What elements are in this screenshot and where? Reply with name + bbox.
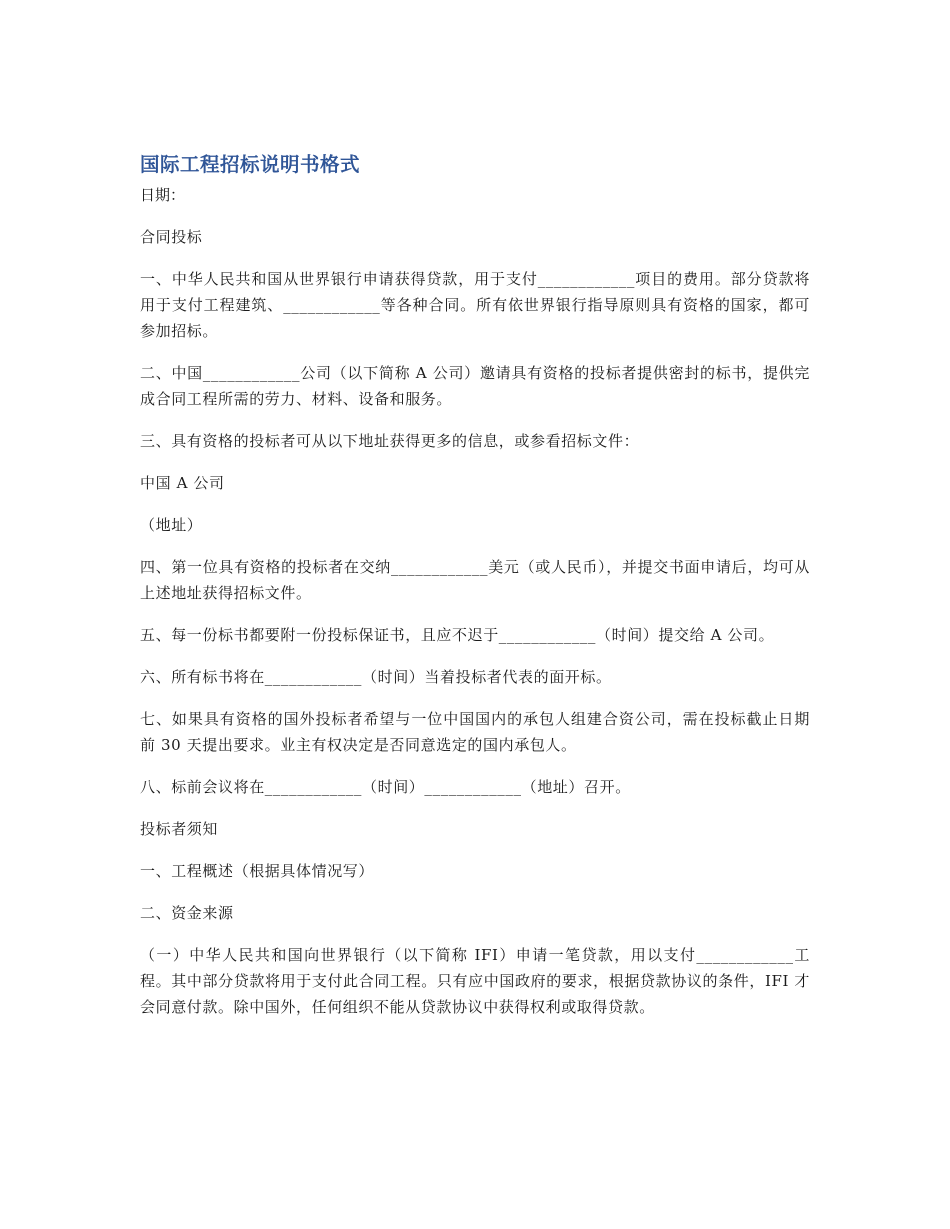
notice-item-1: 一、工程概述（根据具体情况写） [140,862,375,880]
paragraph-item-2: 二、中国____________公司（以下简称 A 公司）邀请具有资格的投标者提供密封的标书，提供完成合同工程所需的劳力、材料、设备和服务。 [140,364,810,408]
paragraph-item-1: 一、中华人民共和国从世界银行申请获得贷款，用于支付____________项目的费用。部分贷款将用于支付工程建筑、____________等各种合同。所有依世界银行指导原则具有资格的国家，都可参加招标。 [140,270,810,340]
address-line: （地址） [140,516,203,534]
notice-item-2: 二、资金来源 [140,904,234,922]
document-page [140,148,810,1036]
paragraph-item-3: 三、具有资格的投标者可从以下地址获得更多的信息，或参看招标文件： [140,432,640,450]
paragraph-item-6: 六、所有标书将在____________（时间）当着投标者代表的面开标。 [140,668,612,686]
company-name-line: 中国 A 公司 [140,474,225,492]
paragraph-item-4: 四、第一位具有资格的投标者在交纳____________美元（或人民币），并提交书面申请后，均可从上述地址获得招标文件。 [140,558,810,602]
paragraph-item-5: 五、每一份标书都要附一份投标保证书，且应不迟于____________（时间）提交给 A 公司。 [140,626,775,644]
paragraph-item-8: 八、标前会议将在____________（时间）____________（地址）召开。 [140,778,631,796]
section-heading-bidder-notice: 投标者须知 [140,820,219,838]
date-label: 日期： [140,186,186,204]
notice-subitem-1: （一）中华人民共和国向世界银行（以下简称 IFI）申请一笔贷款，用以支付____________工程。其中部分贷款将用于支付此合同工程。只有应中国政府的要求，根据贷款协议的条件，IFI 才会同意付款。除中国外，任何组织不能从贷款协议中获得权利或取得贷款。 [140,946,810,1016]
document-title: 国际工程招标说明书格式 [140,153,361,176]
section-heading-contract-bid: 合同投标 [140,228,203,246]
paragraph-item-7: 七、如果具有资格的国外投标者希望与一位中国国内的承包人组建合资公司，需在投标截止日期前 30 天提出要求。业主有权决定是否同意选定的国内承包人。 [140,710,810,754]
